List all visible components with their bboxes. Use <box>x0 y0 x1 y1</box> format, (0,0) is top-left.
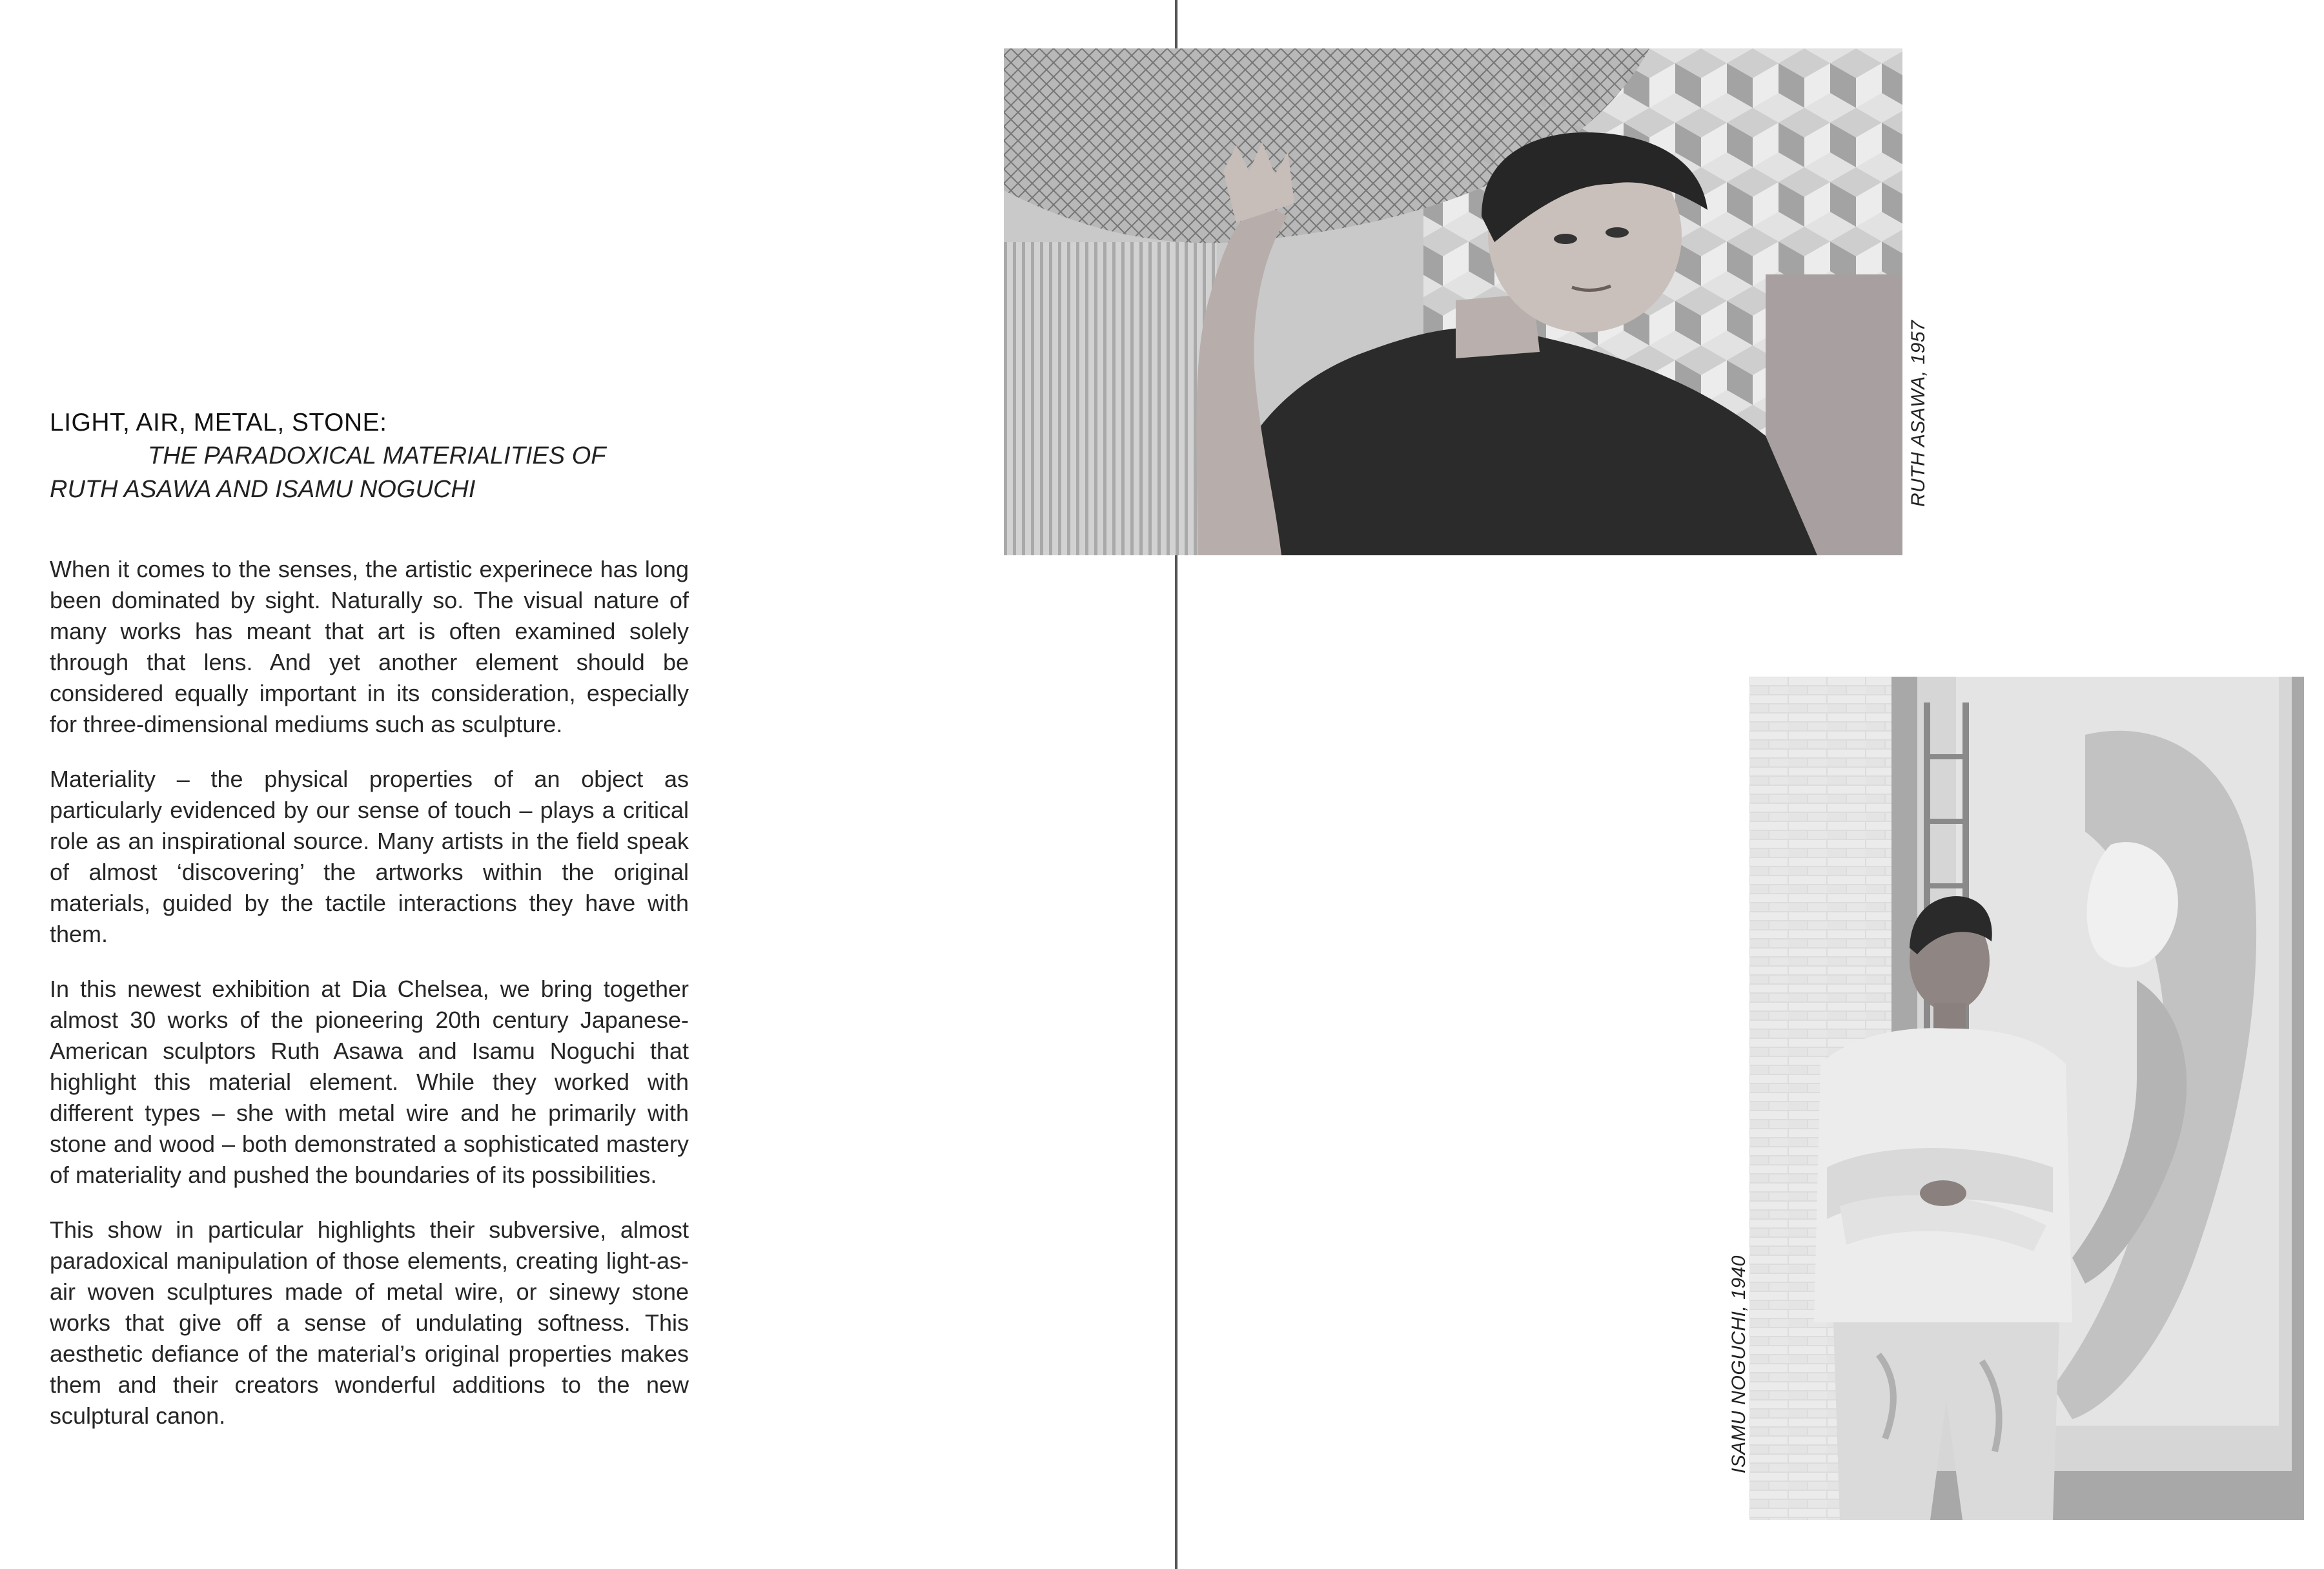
asawa-portrait-image <box>1004 48 1902 555</box>
photo-ruth-asawa <box>1004 48 1902 555</box>
article-title: LIGHT, AIR, METAL, STONE: <box>50 409 387 436</box>
body-paragraph: In this newest exhibition at Dia Chelsea, we bring together almost 30 works of the pioneering 20th century Japanese-American sculptors Ruth Asawa and Isamu Noguchi that highlight this material element. While they worked with different types – she with metal wire and he primarily with stone and wood – both demonstrated a sophisticated mastery of materiality and pushed the boundaries of its possibilities. <box>50 976 689 1188</box>
article-subtitle <box>50 439 689 506</box>
article-subtitle-line2: RUTH ASAWA AND ISAMU NOGUCHI <box>50 476 476 503</box>
article-column <box>50 407 689 1455</box>
caption-isamu-noguchi: ISAMU NOGUCHI, 1940 <box>1728 1255 1749 1473</box>
body-paragraph: When it comes to the senses, the artistic experinece has long been dominated by sight. Naturally so. The visual nature of many works has meant that art is often examined solely through that lens. And yet another element should be considered equally important in its consideration, especially for three-dimensional mediums such as sculpture. <box>50 556 689 737</box>
article-body <box>50 554 689 1431</box>
noguchi-portrait-image <box>1749 677 2304 1520</box>
photo-isamu-noguchi <box>1749 677 2304 1520</box>
caption-ruth-asawa: RUTH ASAWA, 1957 <box>1908 320 1929 507</box>
body-paragraph: Materiality – the physical properties of an object as particularly evidenced by our sense of touch – plays a critical role as an inspirational source. Many artists in the field speak of almost ‘discovering’ the artworks within the original materials, guided by the tactile interactions they have with them. <box>50 766 689 947</box>
body-paragraph: This show in particular highlights their subversive, almost paradoxical manipulation of those elements, creating light-as-air woven sculptures made of metal wire, or sinewy stone works that give off a sense of undulating softness. This aesthetic defiance of the material’s original properties makes them and their creators wonderful additions to the new sculptural canon. <box>50 1216 689 1429</box>
article-subtitle-line1: THE PARADOXICAL MATERIALITIES OF <box>148 442 606 469</box>
